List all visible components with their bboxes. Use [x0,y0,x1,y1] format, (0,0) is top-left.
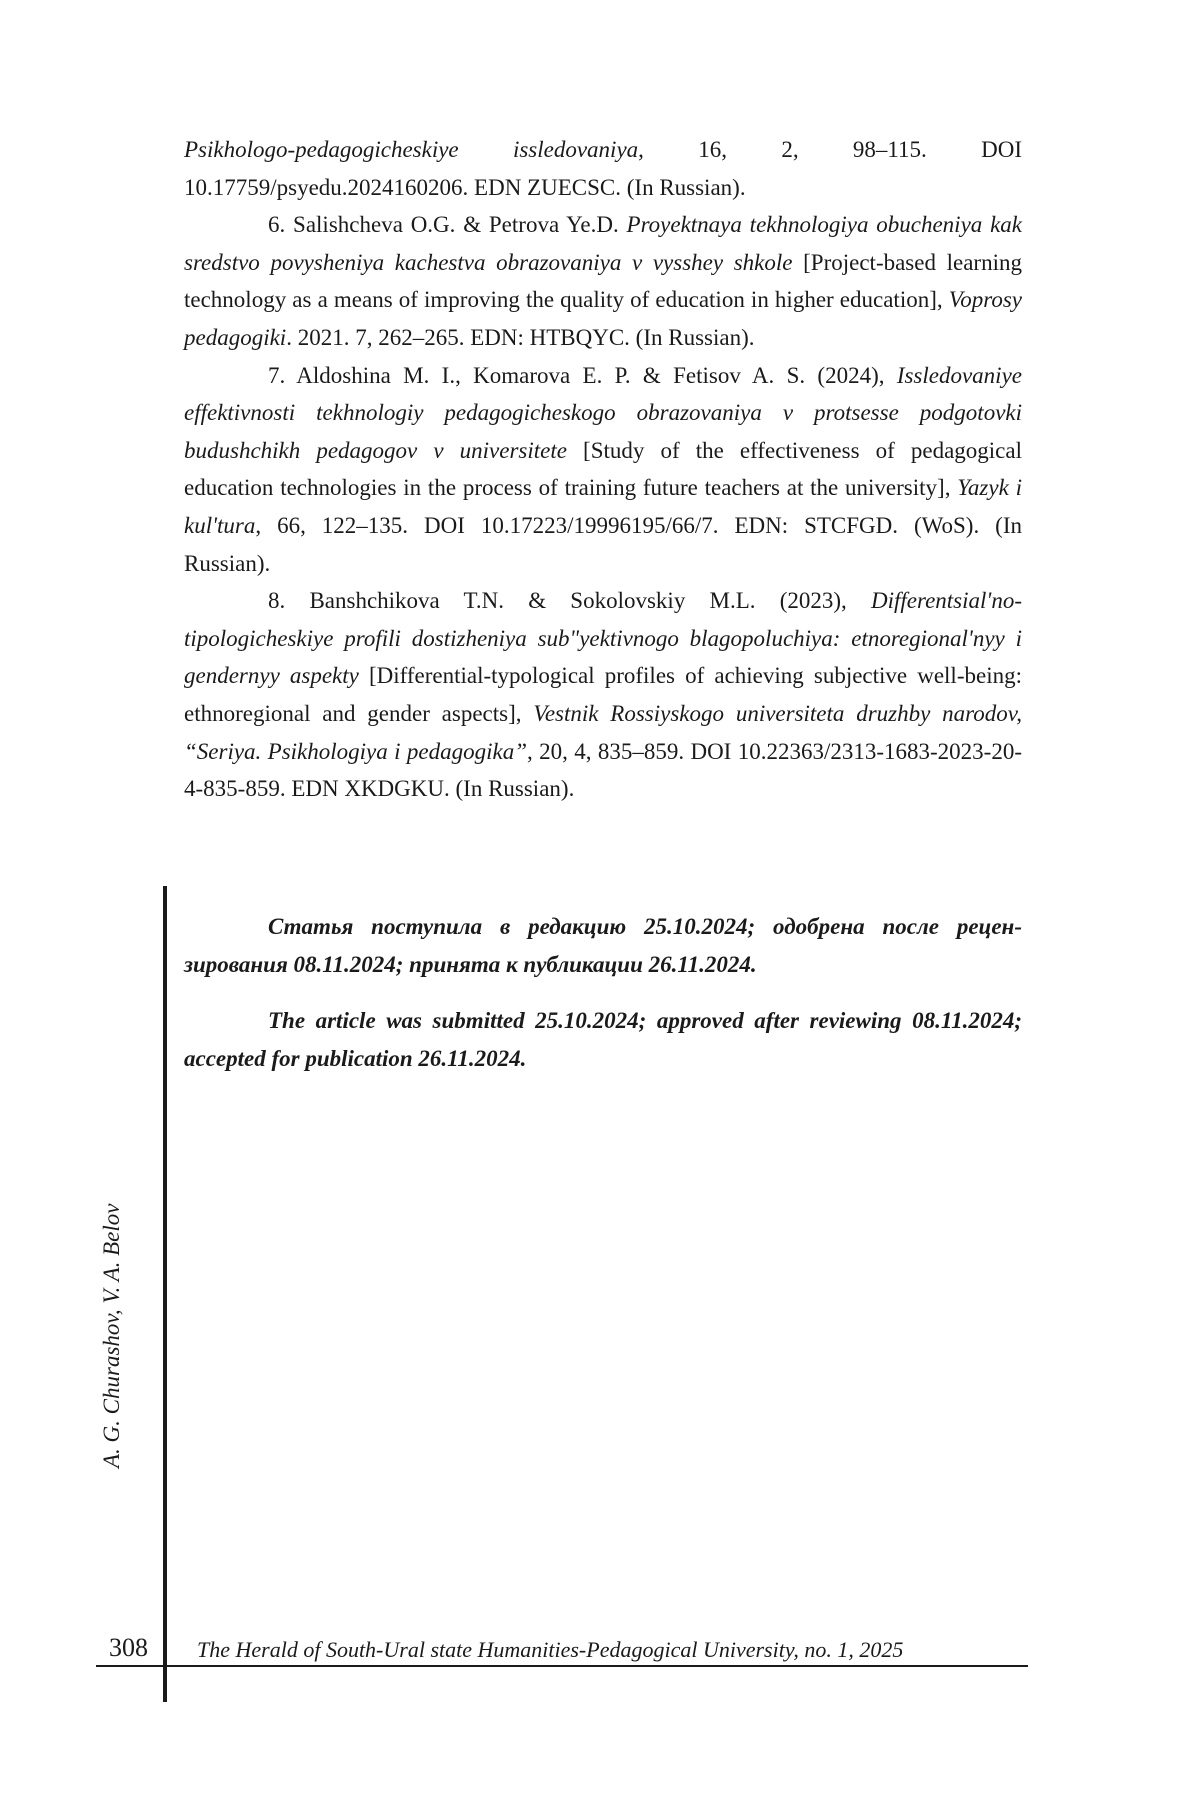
footer-journal-title: The Herald of South-Ural state Humanities-Pedagogical University, no. 1, 2025 [197,1636,903,1664]
ref-8-details: , 20, 4, 835–859. DOI 10.22363/2313-1683-2023-20-4-835-859. EDN XKDGKU. (In Russian). [184,739,1022,802]
ref-6-title: Proyektnaya tekhnologiya obucheniya kak sredstvo povysheniya kachestva obrazovaniya v vysshey shkole [184,212,1022,275]
margin-vertical-rule [163,886,167,1702]
ref-5-details: , 16, 2, 98–115. DOI 10.17759/psyedu.2024160206. EDN ZUECSC. (In Russian). [184,137,1022,200]
ref-7-journal: Yazyk i kul'tura [184,475,1022,538]
running-head-authors: A. G. Churashov, V. A. Belov [97,1168,127,1468]
reference-list [184,131,1022,808]
submission-note-russian: Статья поступила в редакцию 25.10.2024; одобрена после рецен­зирования 08.11.2024; принята к публикации 26.11.2024. [184,908,1022,983]
submission-note-english: The article was submitted 25.10.2024; approved after reviewing 08.11.2024; accepted for publication 26.11.2024. [184,1002,1022,1077]
ref-8-journal: Vestnik Rossiyskogo universiteta druzhby narodov, “Seriya. Psikhologiya i pedagogika” [184,701,1022,764]
ref-6-journal: Voprosy pedagogiki [184,287,1022,350]
ref-8-title: Differentsi­al'no-tipologicheskiye profili dostizheniya sub"yektivnogo blagopolu­chiya: etnoregional'nyy i gendernyy aspekty [184,588,1022,688]
ref-7-title: Issle­dovaniye effektivnosti tekhnologiy pedagogicheskogo obrazovaniya v protsesse podgotovki budushchikh pedagogov v universitete [184,363,1022,463]
ref-6-translation: [Project-based learning technology as a means of improving the quality of education in higher education], [184,250,1022,313]
ref-6-authors: 6. Salishcheva O.G. & Petrova Ye.D. [268,212,627,237]
footer-rule [96,1665,1028,1667]
ref-8-authors: 8. Banshchikova T.N. & Sokolovskiy M.L. (2023), [268,588,871,613]
submission-notes [184,908,1022,1077]
reference-item-6 [184,206,1022,356]
ref-6-details: . 2021. 7, 262–265. EDN: HTBQYC. (In Russian). [286,325,754,350]
page-number: 308 [109,1633,148,1663]
reference-item-7 [184,357,1022,583]
ref-7-authors: 7. Aldoshina M. I., Komarova E. P. & Fetisov A. S. (2024), [268,363,897,388]
ref-7-translation: [Study of the effectiveness of pedagogical education technologies in the process of train­ing future teachers at the university], [184,438,1022,501]
journal-page [0,0,1200,1798]
reference-item-5-continued [184,131,1022,206]
ref-8-translation: [Differential-typological pro­files of achieving subjective well-being: ethnoregional and gender aspects], [184,663,1022,726]
reference-item-8 [184,582,1022,808]
ref-7-details: , 66, 122–135. DOI 10.17223/19996195/66/7. EDN: STCFGD. (WoS). (In Russian). [184,513,1022,576]
ref-5-journal: Psikhologo-pedagogicheskiye issledovaniya [184,137,638,162]
